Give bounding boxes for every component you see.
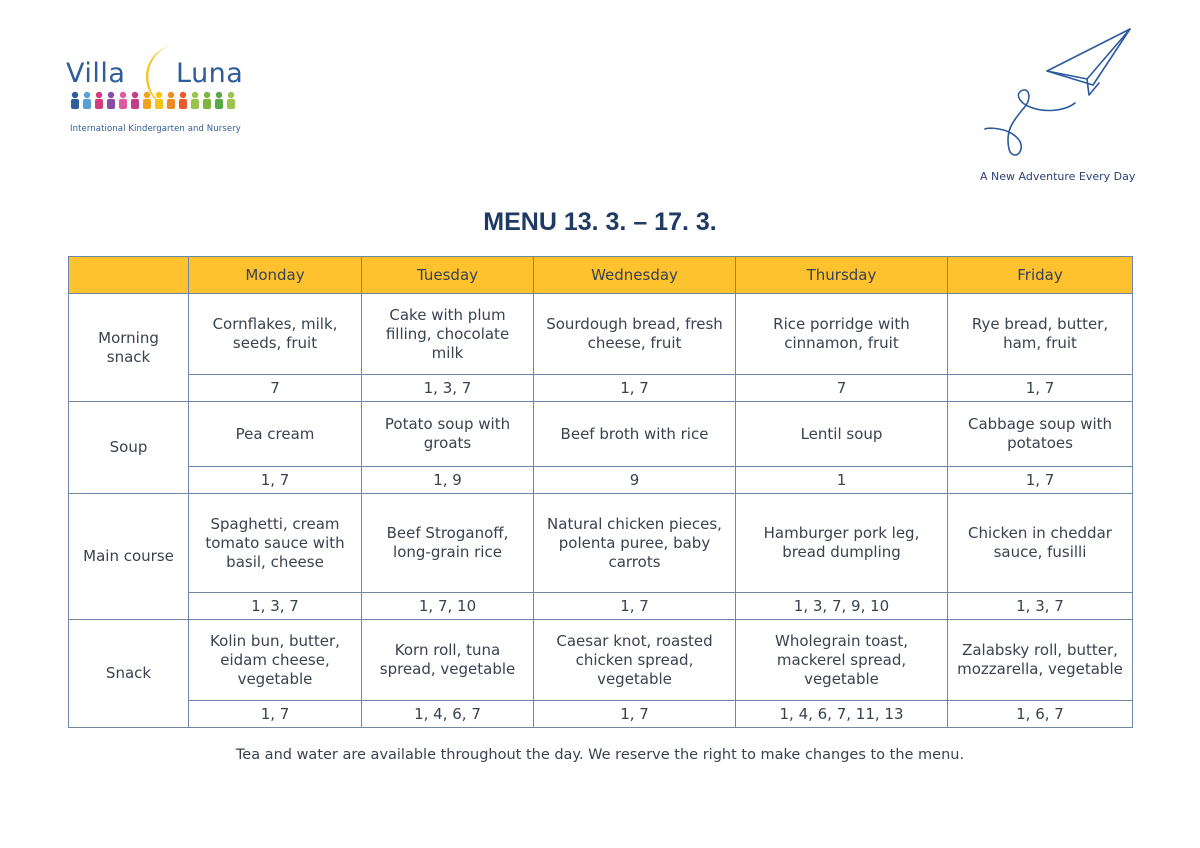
paper-plane-icon [975,25,1140,160]
dish-cell: Zalabsky roll, butter, mozzarella, vegetable [948,620,1133,701]
allergen-cell: 1, 7 [534,375,736,402]
allergen-cell: 1, 6, 7 [948,701,1133,728]
dish-cell: Korn roll, tuna spread, vegetable [362,620,534,701]
dish-cell: Cabbage soup with potatoes [948,402,1133,467]
day-header-row [69,257,1133,294]
dish-cell: Lentil soup [736,402,948,467]
allergen-cell: 1, 7 [948,467,1133,494]
villa-luna-logo [62,44,252,140]
allergen-cell: 1, 7 [534,701,736,728]
dish-cell: Potato soup with groats [362,402,534,467]
children-figures-icon [68,90,242,116]
allergen-cell: 7 [736,375,948,402]
day-header-monday: Monday [189,257,362,294]
dish-cell: Wholegrain toast, mackerel spread, vegetable [736,620,948,701]
allergen-row [69,375,1133,402]
dish-cell: Hamburger pork leg, bread dumpling [736,494,948,593]
allergen-row [69,593,1133,620]
header-corner-cell [69,257,189,294]
allergen-cell: 9 [534,467,736,494]
logo-word-villa: Villa [66,58,126,89]
allergen-cell: 1, 3, 7 [189,593,362,620]
dish-cell: Kolin bun, butter, eidam cheese, vegetable [189,620,362,701]
meal-label: Main course [69,494,189,620]
dish-cell: Natural chicken pieces, polenta puree, baby carrots [534,494,736,593]
meal-row-snack [69,620,1133,701]
meal-row-main-course [69,494,1133,593]
dish-cell: Chicken in cheddar sauce, fusilli [948,494,1133,593]
allergen-cell: 1, 7, 10 [362,593,534,620]
dish-cell: Rye bread, butter, ham, fruit [948,294,1133,375]
weekly-menu-table [68,256,1133,728]
day-header-wednesday: Wednesday [534,257,736,294]
meal-row-morning-snack [69,294,1133,375]
allergen-cell: 1, 7 [189,701,362,728]
allergen-row [69,467,1133,494]
allergen-cell: 7 [189,375,362,402]
dish-cell: Sourdough bread, fresh cheese, fruit [534,294,736,375]
allergen-cell: 1, 3, 7, 9, 10 [736,593,948,620]
day-header-friday: Friday [948,257,1133,294]
dish-cell: Cornflakes, milk, seeds, fruit [189,294,362,375]
allergen-cell: 1, 3, 7 [948,593,1133,620]
allergen-cell: 1, 4, 6, 7, 11, 13 [736,701,948,728]
day-header-tuesday: Tuesday [362,257,534,294]
allergen-cell: 1, 4, 6, 7 [362,701,534,728]
meal-label: Soup [69,402,189,494]
allergen-cell: 1 [736,467,948,494]
dish-cell: Caesar knot, roasted chicken spread, vegetable [534,620,736,701]
dish-cell: Beef broth with rice [534,402,736,467]
dish-cell: Cake with plum filling, chocolate milk [362,294,534,375]
allergen-row [69,701,1133,728]
day-header-thursday: Thursday [736,257,948,294]
allergen-cell: 1, 9 [362,467,534,494]
allergen-cell: 1, 7 [534,593,736,620]
meal-label: Snack [69,620,189,728]
dish-cell: Pea cream [189,402,362,467]
allergen-cell: 1, 3, 7 [362,375,534,402]
logo-word-luna: Luna [176,58,244,89]
meal-label: Morning snack [69,294,189,402]
brand-tagline: A New Adventure Every Day [980,170,1136,183]
dish-cell: Rice porridge with cinnamon, fruit [736,294,948,375]
allergen-cell: 1, 7 [948,375,1133,402]
meal-row-soup [69,402,1133,467]
footer-note: Tea and water are available throughout the day. We reserve the right to make changes to the menu. [235,747,965,763]
menu-title: MENU 13. 3. – 17. 3. [483,208,717,236]
allergen-cell: 1, 7 [189,467,362,494]
logo-tagline: International Kindergarten and Nursery [70,124,241,134]
dish-cell: Spaghetti, cream tomato sauce with basil, cheese [189,494,362,593]
dish-cell: Beef Stroganoff, long-grain rice [362,494,534,593]
